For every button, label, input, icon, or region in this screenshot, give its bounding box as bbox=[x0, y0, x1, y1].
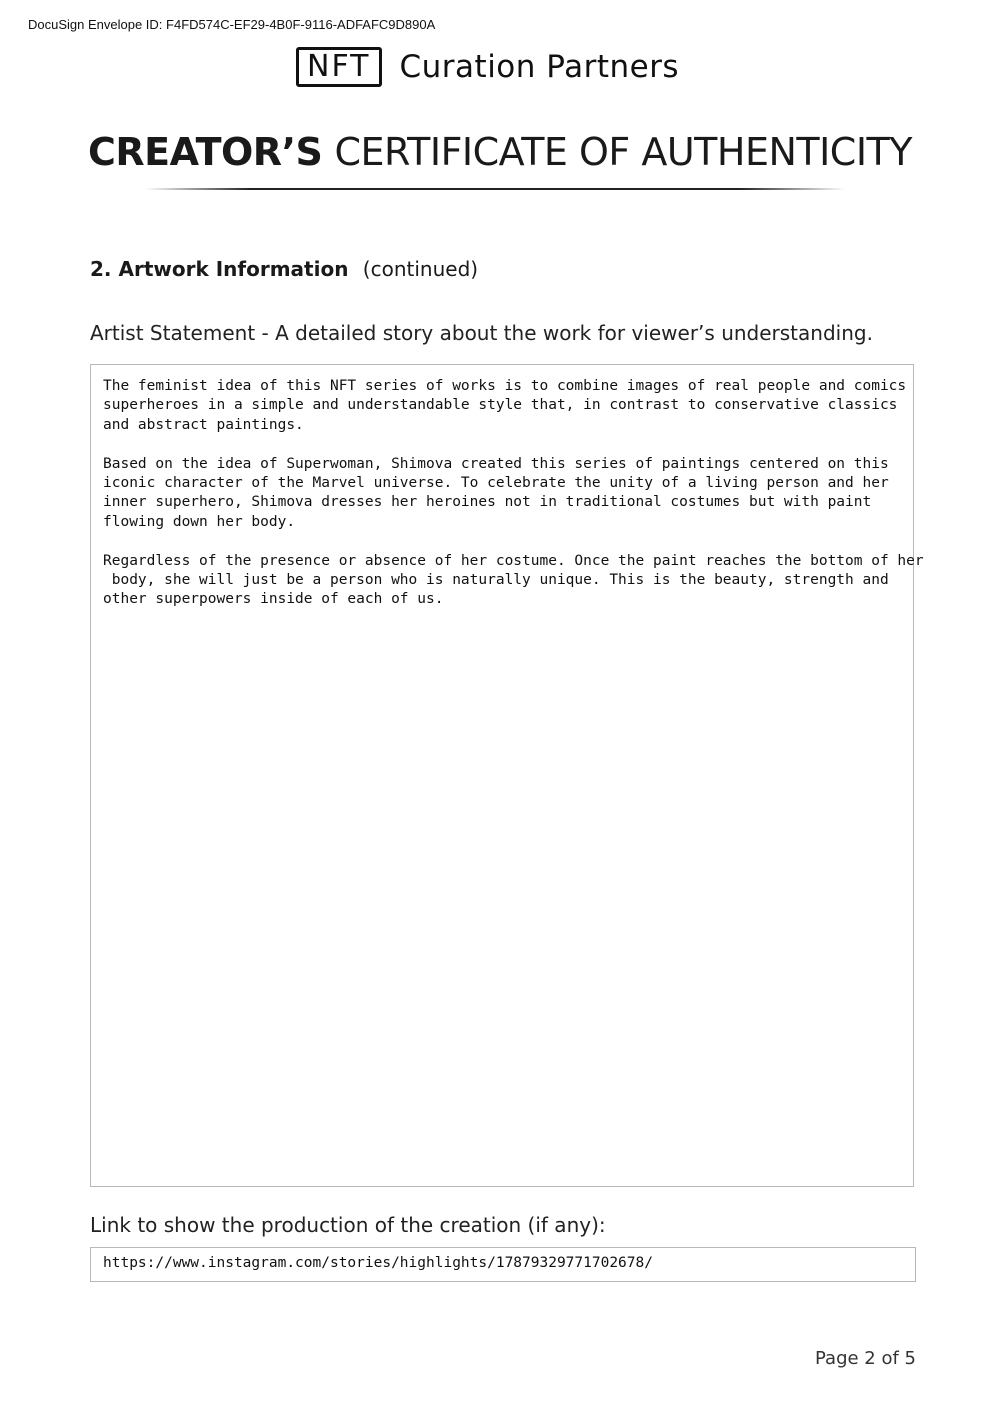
nft-curation-partners-logo bbox=[296, 47, 679, 87]
statement-paragraph-3: Regardless of the presence or absence of her costume. Once the paint reaches the bottom of her body, she will just be a person who is naturally unique. This is the beauty, strength and other superpowers inside of each of us. bbox=[103, 552, 924, 608]
section-heading bbox=[90, 257, 478, 281]
title-rest: CERTIFICATE OF AUTHENTICITY bbox=[334, 130, 912, 174]
artist-statement-field[interactable] bbox=[90, 364, 924, 1187]
statement-paragraph-1: The feminist idea of this NFT series of works is to combine images of real people and comics superheroes in a simple and understandable style that, in contrast to conservative classics and abstract paintings. bbox=[103, 378, 907, 433]
page-title bbox=[0, 130, 1000, 174]
docusign-envelope-id: DocuSign Envelope ID: F4FD574C-EF29-4B0F-9116-ADFAFC9D890A bbox=[28, 17, 436, 32]
statement-paragraph-2: Based on the idea of Superwoman, Shimova created this series of paintings centered on this iconic character of the Marvel universe. To celebrate the unity of a living person and her inner superhero, Shimova dresses her heroines not in traditional costumes but with paint flowing down her body. bbox=[103, 455, 889, 530]
section-heading-title: 2. Artwork Information bbox=[90, 257, 349, 281]
section-heading-sub: (continued) bbox=[362, 257, 479, 281]
title-divider bbox=[145, 188, 845, 190]
title-bold: CREATOR’S bbox=[88, 130, 323, 174]
logo-nft-box: NFT bbox=[296, 47, 382, 87]
logo-text: Curation Partners bbox=[399, 49, 680, 85]
production-link-field[interactable]: https://www.instagram.com/stories/highlights/17879329771702678/ bbox=[90, 1247, 916, 1282]
production-link-prompt: Link to show the production of the creation (if any): bbox=[90, 1213, 606, 1237]
artist-statement-prompt: Artist Statement - A detailed story about the work for viewer’s understanding. bbox=[90, 321, 873, 345]
page-number: Page 2 of 5 bbox=[815, 1348, 916, 1369]
